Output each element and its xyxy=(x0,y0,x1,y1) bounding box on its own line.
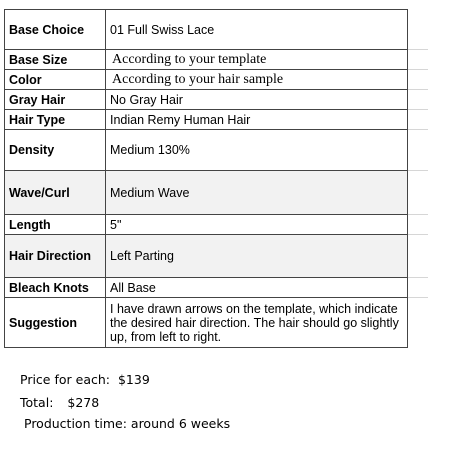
table-row xyxy=(5,90,408,110)
total-label: Total: xyxy=(20,395,54,410)
row-label: Hair Direction xyxy=(5,235,106,278)
total-line xyxy=(20,395,99,410)
row-label: Suggestion xyxy=(5,298,106,348)
order-spec-table xyxy=(4,9,408,348)
row-value: Left Parting xyxy=(106,235,408,278)
row-value: 5" xyxy=(106,215,408,235)
row-label: Gray Hair xyxy=(5,90,106,110)
row-label: Hair Type xyxy=(5,110,106,130)
total-value: $278 xyxy=(67,395,100,410)
row-value: According to your template xyxy=(106,50,408,70)
row-label: Bleach Knots xyxy=(5,278,106,298)
table-row xyxy=(5,130,408,171)
table-row xyxy=(5,235,408,278)
row-value: Medium 130% xyxy=(106,130,408,171)
price-label: Price for each: xyxy=(20,372,110,387)
row-value: Indian Remy Human Hair xyxy=(106,110,408,130)
row-value: I have drawn arrows on the template, which indicate the desired hair direction. The hair should go slightly up, from left to right. xyxy=(106,298,408,348)
row-value: No Gray Hair xyxy=(106,90,408,110)
table-row xyxy=(5,50,408,70)
row-value: All Base xyxy=(106,278,408,298)
row-label: Base Choice xyxy=(5,10,106,50)
row-label: Length xyxy=(5,215,106,235)
price-line xyxy=(20,372,150,387)
price-value: $139 xyxy=(117,372,150,387)
table-row xyxy=(5,298,408,348)
table-row xyxy=(5,215,408,235)
row-label: Wave/Curl xyxy=(5,171,106,215)
table-row xyxy=(5,10,408,50)
production-time: Production time: around 6 weeks xyxy=(24,416,231,431)
table-row xyxy=(5,70,408,90)
table-row xyxy=(5,110,408,130)
table-row xyxy=(5,171,408,215)
spec-table-body xyxy=(5,10,408,348)
row-label: Density xyxy=(5,130,106,171)
row-label: Color xyxy=(5,70,106,90)
row-value: 01 Full Swiss Lace xyxy=(106,10,408,50)
table-row xyxy=(5,278,408,298)
row-value: Medium Wave xyxy=(106,171,408,215)
row-label: Base Size xyxy=(5,50,106,70)
row-value: According to your hair sample xyxy=(106,70,408,90)
